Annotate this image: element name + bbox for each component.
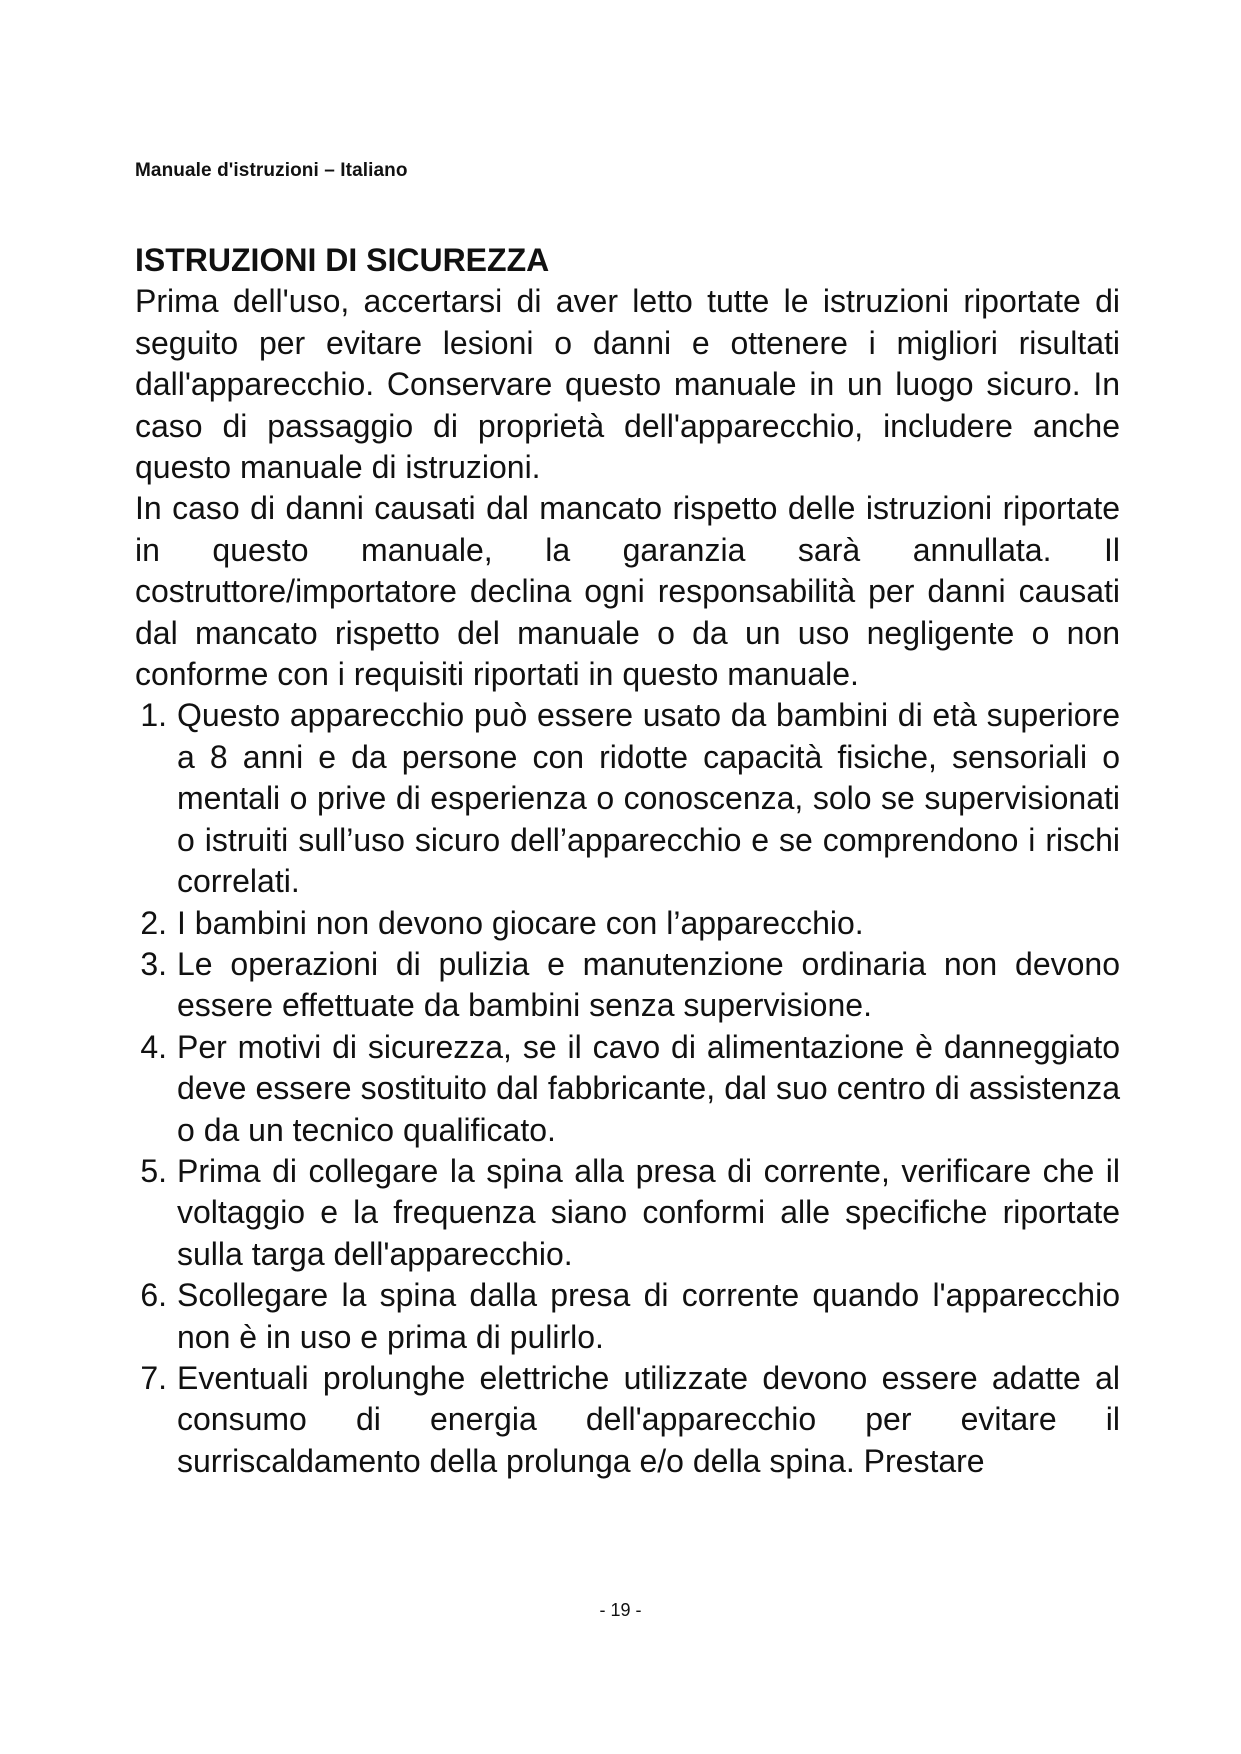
warranty-paragraph: In caso di danni causati dal mancato rispetto delle istruzioni riportate in questo manuale, la garanzia sarà annullata. Il costruttore/importatore declina ogni responsabilità per danni causati dal mancato rispetto del manuale o da un uso negligente o non conforme con i requisiti riportati in questo manuale. — [135, 490, 1120, 693]
list-item-number: 3. — [140, 945, 167, 982]
list-item-number: 4. — [140, 1028, 167, 1065]
safety-instructions-list — [135, 695, 1120, 1482]
list-item-text: Le operazioni di pulizia e manutenzione ordinaria non devono essere effettuate da bambini senza supervisione. — [177, 945, 1120, 1024]
list-item-text: Per motivi di sicurezza, se il cavo di alimentazione è danneggiato deve essere sostituito dal fabbricante, dal suo centro di assistenza o da un tecnico qualificato. — [177, 1028, 1120, 1148]
list-item-text: Questo apparecchio può essere usato da bambini di età superiore a 8 anni e da persone con ridotte capacità fisiche, sensoriali o mentali o prive di esperienza o conoscenza, solo se supervisionati o istruiti sull’uso sicuro dell’apparecchio e se comprendono i rischi correlati. — [177, 697, 1120, 900]
page-number: - 19 - — [599, 1600, 642, 1620]
list-item — [135, 1358, 1120, 1482]
list-item — [135, 1151, 1120, 1275]
list-item-text: Prima di collegare la spina alla presa di corrente, verificare che il voltaggio e la frequenza siano conformi alle specifiche riportate sulla targa dell'apparecchio. — [177, 1152, 1120, 1272]
list-item-number: 5. — [140, 1152, 167, 1189]
list-item — [135, 1275, 1120, 1358]
list-item-number: 1. — [140, 697, 167, 734]
list-item-number: 2. — [140, 904, 167, 941]
list-item-text: Eventuali prolunghe elettriche utilizzate devono essere adatte al consumo di energia dell'apparecchio per evitare il surriscaldamento della prolunga e/o della spina. Prestare — [177, 1359, 1120, 1479]
list-item-number: 6. — [140, 1277, 167, 1314]
list-item — [135, 944, 1120, 1027]
page-header: Manuale d'istruzioni – Italiano — [135, 160, 408, 181]
list-item-text: Scollegare la spina dalla presa di corrente quando l'apparecchio non è in uso e prima di pulirlo. — [177, 1277, 1120, 1355]
list-item-text: I bambini non devono giocare con l’apparecchio. — [177, 904, 864, 941]
intro-paragraph: Prima dell'uso, accertarsi di aver letto tutte le istruzioni riportate di seguito per evitare lesioni o danni e ottenere i migliori risultati dall'apparecchio. Conservare questo manuale in un luogo sicuro. In caso di passaggio di proprietà dell'apparecchio, includere anche questo manuale di istruzioni. — [135, 283, 1120, 486]
list-item — [135, 1027, 1120, 1151]
list-item — [135, 695, 1120, 902]
content-area — [135, 240, 1120, 1482]
section-title: ISTRUZIONI DI SICUREZZA — [135, 242, 550, 278]
list-item-number: 7. — [140, 1359, 167, 1396]
list-item — [135, 903, 1120, 944]
